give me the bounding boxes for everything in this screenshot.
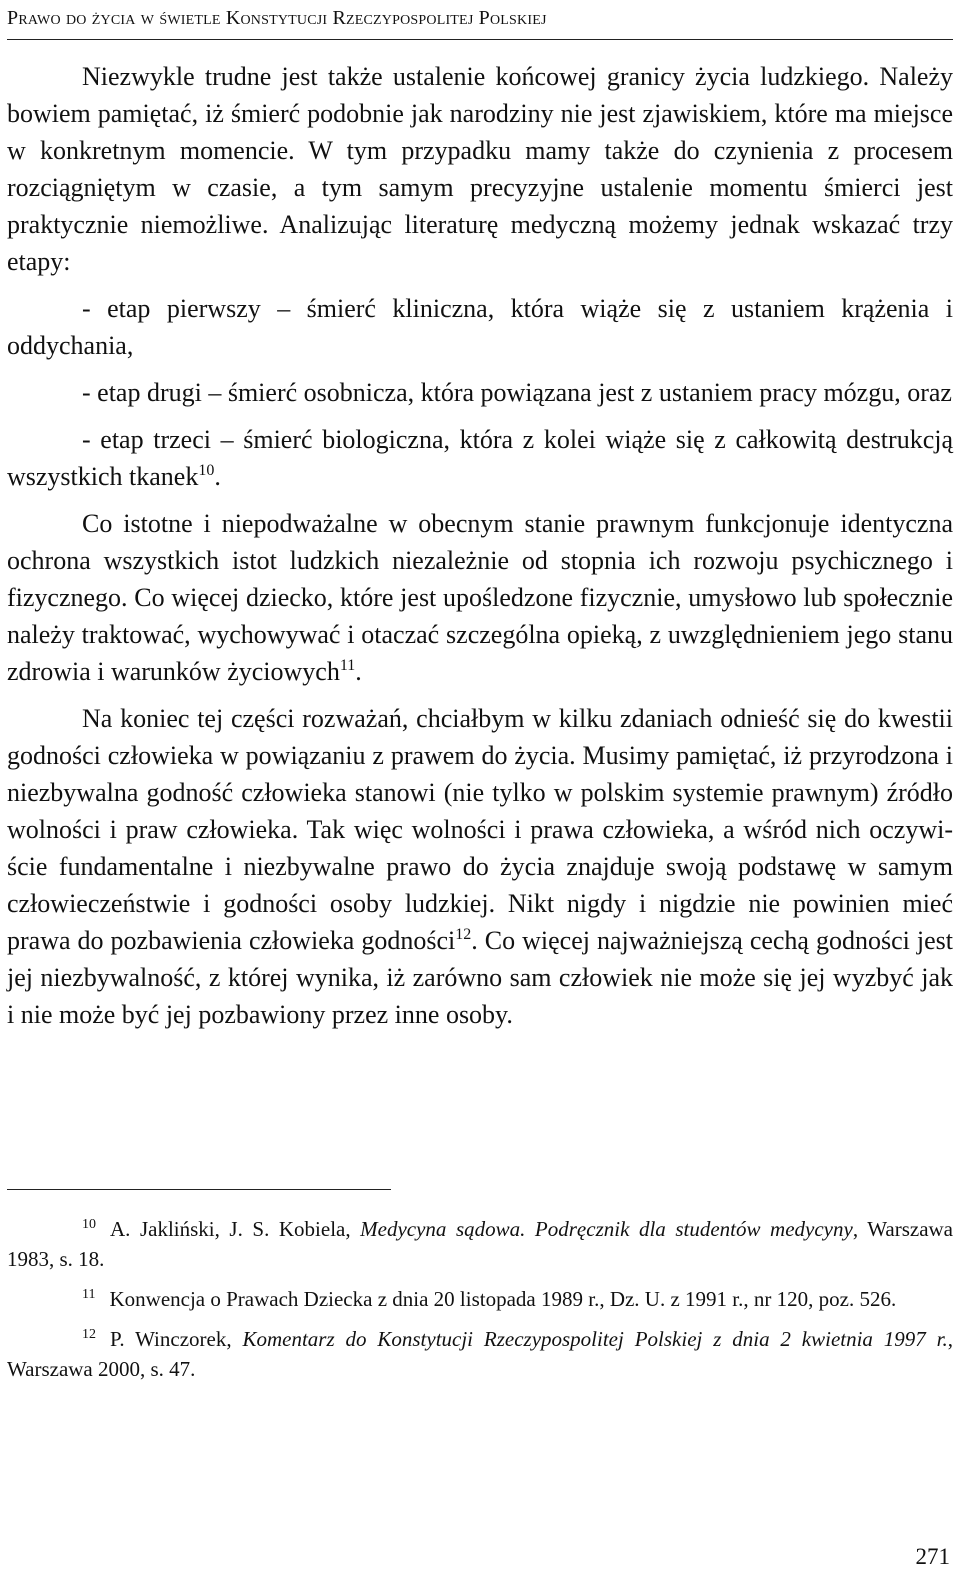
paragraph	[7, 505, 953, 690]
footnote-number: 12	[82, 1327, 96, 1342]
footnote-title: Medycyna sądowa. Podręcznik dla studentów medycyny	[360, 1217, 853, 1241]
footnote-authors: A. Jakliński, J. S. Kobiela,	[110, 1217, 361, 1241]
paragraph	[7, 700, 953, 1033]
footnote-rest: , Warszawa 2000, s. 47.	[7, 1327, 953, 1381]
list-item-text: - etap trzeci – śmierć biologiczna, która z kolei wiąże się z całkowitą destrukcją wszystkich tkanek	[7, 425, 953, 491]
list-item: - etap pierwszy – śmierć kliniczna, która wiąże się z ustaniem krążenia i oddychania,	[7, 294, 953, 360]
main-text	[7, 58, 953, 1033]
footnote	[7, 1284, 953, 1314]
footnote-reference[interactable]: 12	[455, 926, 472, 943]
paragraph-end: .	[355, 657, 362, 686]
page-number: 271	[915, 1544, 950, 1569]
footnote-number: 11	[82, 1287, 96, 1302]
list-item: - etap drugi – śmierć osobnicza, która powiązana jest z ustaniem pracy mózgu, oraz	[82, 378, 952, 407]
list-item	[7, 421, 953, 495]
paragraph-text: Na koniec tej części rozważań, chciałbym w kilku zdaniach odnieść się do kwestii godności człowieka w powiązaniu z prawem do życia. Musimy pamiętać, iż przyrodzona i niezbywalna godność człowieka stanowi (nie tylko w polskim systemie prawnym) źródło wolności i praw człowieka. Tak więc wolności i prawa człowieka, a wśród nich oczywiście fundamentalne i niezbywalne prawo do życia znajduje swoją podstawę w samym człowieczeństwie i godności osoby ludzkiej. Nikt nigdy i nigdzie nie powinien mieć prawa do pozbawienia człowieka godności	[7, 704, 953, 955]
footnote-rest: , Warszawa 1983, s. 18.	[7, 1217, 953, 1271]
footnote-reference[interactable]: 10	[198, 462, 215, 479]
footnote-text: Konwencja o Prawach Dziecka z dnia 20 listopada 1989 r., Dz. U. z 1991 r., nr 120, poz. 526.	[109, 1287, 897, 1311]
footnote-divider	[7, 1189, 391, 1190]
list-item-end: .	[214, 462, 221, 491]
paragraph-text: Co istotne i niepodważalne w obecnym stanie prawnym funkcjonuje identyczna ochrona wszystkich istot ludzkich niezależnie od stopnia ich rozwoju psychicznego i fizycznego. Co więcej dziecko, które jest upośledzone fizycznie, umysłowo lub społecznie należy traktować, wychowywać i otaczać szczególna opieką, z uwzględnieniem jego stanu zdrowia i warunków życiowych	[7, 509, 953, 686]
running-header: Prawo do życia w świetle Konstytucji Rzeczypospolitej Polskiej	[7, 7, 547, 29]
footnotes	[7, 1214, 953, 1394]
footnote-reference[interactable]: 11	[339, 657, 356, 674]
header-divider	[7, 39, 953, 40]
footnote	[7, 1214, 953, 1274]
footnote-authors: P. Winczorek,	[110, 1327, 243, 1351]
paragraph: Niezwykle trudne jest także ustalenie końcowej granicy życia ludzkiego. Należy bowiem pamiętać, iż śmierć podobnie jak narodziny nie jest zjawiskiem, które ma miejsce w konkretnym momencie. W tym przypadku mamy także do czynienia z procesem rozciągniętym w czasie, a tym samym precyzyjne ustalenie momentu śmierci jest praktycznie niemożliwe. Analizując literaturę medyczną możemy jednak wskazać trzy etapy:	[7, 62, 953, 276]
paragraph-end: . Co więcej najważniejszą cechą godności jest jej niezbywalność, z której wynika, iż zarówno sam człowiek nie może się jej wyzbyć jak i nie może być jej pozbawiony przez inne osoby.	[7, 926, 954, 1029]
footnote	[7, 1324, 953, 1384]
footnote-title: Komentarz do Konstytucji Rzeczypospolitej Polskiej z dnia 2 kwietnia 1997 r.	[242, 1327, 948, 1351]
footnote-number: 10	[82, 1217, 96, 1232]
